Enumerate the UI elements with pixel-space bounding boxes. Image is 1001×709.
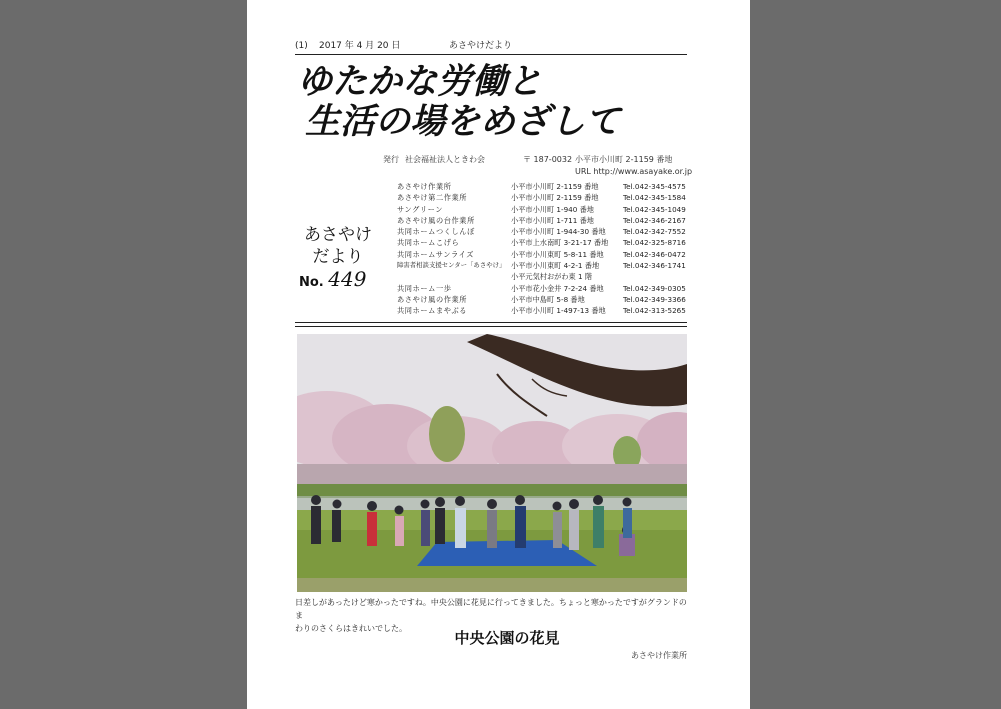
facility-name: あさやけ風の作業所 xyxy=(397,294,468,304)
facility-name: 共同ホーム一歩 xyxy=(397,283,452,293)
headline-line-1: ゆたかな労働と xyxy=(297,62,543,102)
paper-name-block xyxy=(293,224,383,294)
facility-tel: Tel.042-345-1049 xyxy=(623,204,686,214)
facility-tel: Tel.042-346-1741 xyxy=(623,261,686,271)
newsletter-page xyxy=(247,0,750,709)
hanami-photo xyxy=(297,334,687,592)
header-rule xyxy=(295,54,687,55)
publisher-address: 小平市小川町 2-1159 番地 xyxy=(575,155,673,164)
facility-name: あさやけ作業所 xyxy=(397,182,452,191)
facility-name: 共同ホームサンライズ xyxy=(397,249,475,259)
facility-tel: Tel.042-349-3366 xyxy=(623,294,686,304)
paper-issue-value: 449 xyxy=(328,267,367,291)
directory-row xyxy=(397,305,693,316)
facility-tel: Tel.042-325-8716 xyxy=(623,238,686,248)
directory-row xyxy=(397,181,693,192)
directory-row xyxy=(397,271,693,282)
publisher-url: URL http://www.asayake.or.jp xyxy=(575,167,693,176)
caption-line-1: 日差しがあったけど寒かったですね。中央公園に花見に行ってきました。ちょっと寒かったですがグランドのま xyxy=(295,598,687,620)
facility-name: 共同ホームこげら xyxy=(397,238,460,248)
photo-illustration xyxy=(297,334,687,592)
facility-name: あさやけ風の台作業所 xyxy=(397,215,475,225)
facility-address: 小平市上水南町 3-21-17 番地 xyxy=(511,238,609,248)
facility-address: 小平市小川東町 5-8-11 番地 xyxy=(511,249,604,259)
facility-address: 小平市小川東町 4-2-1 番地 xyxy=(511,261,600,271)
facility-address: 小平元気村おがわ東 1 階 xyxy=(511,272,593,282)
directory-row xyxy=(397,294,693,305)
facility-tel: Tel.042-313-5265 xyxy=(623,306,686,316)
publisher-name: 社会福祉法人ときわ会 xyxy=(405,155,485,164)
issue-date: 2017 年 4 月 20 日 xyxy=(319,41,401,51)
publisher-label: 発行 xyxy=(383,155,399,164)
facility-address: 小平市花小金井 7-2-24 番地 xyxy=(511,283,604,293)
article-credit: あさやけ作業所 xyxy=(631,651,687,660)
directory-row xyxy=(397,226,693,237)
facility-name: あさやけ第二作業所 xyxy=(397,193,468,203)
directory-row xyxy=(397,260,693,271)
paper-issue-label: No. xyxy=(299,275,324,290)
facility-tel: Tel.042-349-0305 xyxy=(623,283,686,293)
issue-number: (1) xyxy=(295,41,308,51)
publisher-info xyxy=(383,154,693,178)
facility-tel: Tel.042-345-1584 xyxy=(623,193,686,203)
paper-name-line-1: あさやけ xyxy=(304,225,372,245)
directory-row xyxy=(397,192,693,203)
facility-address: 小平市小川町 1-944-30 番地 xyxy=(511,227,606,237)
directory-row xyxy=(397,249,693,260)
page-header xyxy=(295,38,687,51)
directory-row xyxy=(397,283,693,294)
facility-tel: Tel.042-345-4575 xyxy=(623,182,686,191)
article-title: 中央公園の花見 xyxy=(454,629,560,647)
paper-issue-number xyxy=(293,268,383,294)
caption-line-2: わりのさくらはきれいでした。 xyxy=(295,624,407,633)
facility-address: 小平市小川町 2-1159 番地 xyxy=(511,193,599,203)
facility-address: 小平市小川町 1-497-13 番地 xyxy=(511,306,606,316)
facility-address: 小平市小川町 1-940 番地 xyxy=(511,204,594,214)
facility-tel: Tel.042-346-2167 xyxy=(623,215,686,225)
facility-tel: Tel.042-342-7552 xyxy=(623,227,686,237)
facility-name: サングリーン xyxy=(397,204,444,214)
paper-name-line-2: だより xyxy=(312,247,364,267)
directory-row xyxy=(397,237,693,248)
facility-address: 小平市中島町 5-8 番地 xyxy=(511,294,585,304)
headline xyxy=(297,62,697,142)
section-divider xyxy=(295,322,687,327)
facility-name xyxy=(397,271,511,282)
facility-directory xyxy=(397,181,693,317)
facility-address: 小平市小川町 2-1159 番地 xyxy=(511,182,599,191)
directory-row xyxy=(397,204,693,215)
facility-name: 共同ホームまやぶる xyxy=(397,306,468,316)
publisher-postal: 〒 187-0032 xyxy=(523,155,573,164)
headline-line-2: 生活の場をめざして xyxy=(305,102,621,142)
facility-tel: Tel.042-346-0472 xyxy=(623,249,686,259)
directory-row xyxy=(397,215,693,226)
facility-tel xyxy=(623,271,693,282)
header-paper-name: あさやけだより xyxy=(449,41,513,51)
facility-name: 障害者相談支援センター「あさやけ」 xyxy=(397,261,506,270)
facility-address: 小平市小川町 1-711 番地 xyxy=(511,215,594,225)
facility-name: 共同ホームつくしんぼ xyxy=(397,227,475,237)
